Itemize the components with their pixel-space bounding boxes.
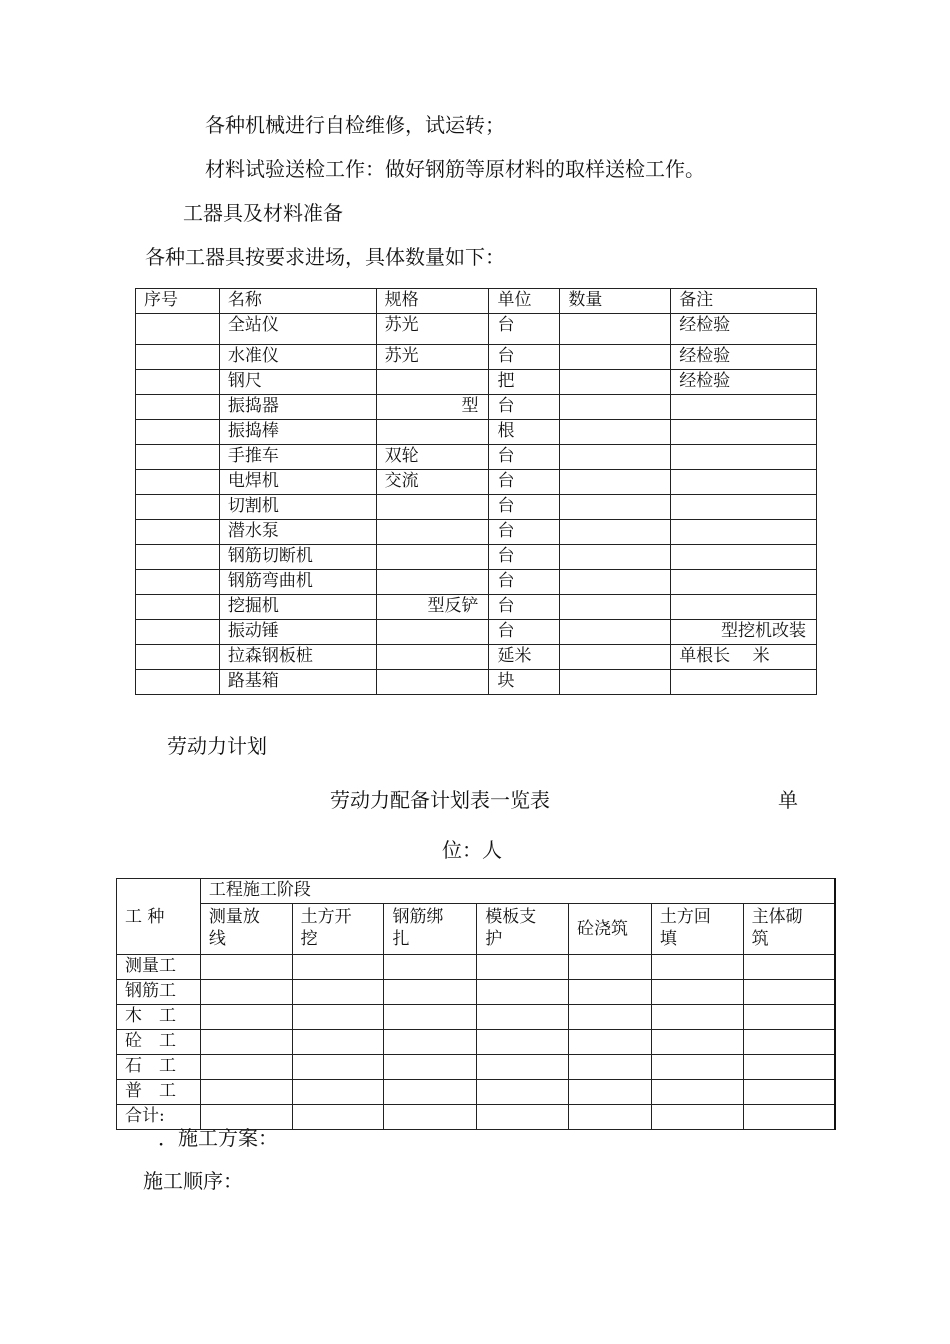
- table-row: [117, 955, 836, 980]
- cell-spec: 苏光: [376, 314, 489, 345]
- cell-unit: 台: [489, 570, 560, 595]
- cell-unit: 台: [489, 345, 560, 370]
- labor-cell: [477, 955, 569, 980]
- cell-name: 潜水泵: [219, 520, 376, 545]
- labor-cell: [200, 1005, 292, 1030]
- stage-column-header: [743, 904, 835, 955]
- stage-column-header: [651, 904, 743, 955]
- cell-qty: [560, 445, 671, 470]
- cell-note: 经检验: [671, 370, 817, 395]
- labor-cell: [743, 1080, 835, 1105]
- cell-note: [671, 495, 817, 520]
- cell-no: [136, 314, 220, 345]
- labor-cell: [200, 1030, 292, 1055]
- cell-spec: [376, 370, 489, 395]
- header-note: 备注: [671, 289, 817, 314]
- trade-name: 砼 工: [117, 1030, 201, 1055]
- table-row: [136, 595, 817, 620]
- labor-cell: [743, 1055, 835, 1080]
- labor-cell: [651, 1055, 743, 1080]
- labor-cell: [292, 1030, 384, 1055]
- stage-label-line2: 筑: [751, 929, 769, 949]
- labor-cell: [292, 1080, 384, 1105]
- cell-spec: [376, 545, 489, 570]
- table-row: [136, 670, 817, 695]
- cell-unit: 台: [489, 445, 560, 470]
- labor-cell: [384, 955, 477, 980]
- cell-spec: 苏光: [376, 345, 489, 370]
- cell-qty: [560, 595, 671, 620]
- stage-label-line2: 护: [485, 929, 503, 949]
- stage-column-header: [292, 904, 384, 955]
- cell-spec: [376, 520, 489, 545]
- cell-spec: 双轮: [376, 445, 489, 470]
- table-row: [117, 1080, 836, 1105]
- cell-unit: 台: [489, 395, 560, 420]
- cell-note: [671, 545, 817, 570]
- labor-cell: [651, 1005, 743, 1030]
- labor-cell: [477, 980, 569, 1005]
- cell-name: 钢筋切断机: [219, 545, 376, 570]
- cell-qty: [560, 670, 671, 695]
- labor-cell: [292, 980, 384, 1005]
- unit-label-part1: 单: [778, 788, 798, 812]
- cell-unit: 块: [489, 670, 560, 695]
- cell-note: [671, 520, 817, 545]
- cell-no: [136, 445, 220, 470]
- paragraph-machine-check: 各种机械进行自检维修，试运转；: [205, 113, 505, 137]
- cell-note: 经检验: [671, 314, 817, 345]
- table-row: [136, 420, 817, 445]
- cell-qty: [560, 645, 671, 670]
- trade-name: 普 工: [117, 1080, 201, 1105]
- table-row: [117, 1055, 836, 1080]
- labor-cell: [569, 1055, 652, 1080]
- labor-cell: [292, 1005, 384, 1030]
- cell-no: [136, 645, 220, 670]
- paragraph-tools-intro: 各种工器具按要求进场，具体数量如下：: [145, 245, 505, 269]
- labor-table-title: 劳动力配备计划表一览表: [330, 788, 550, 812]
- header-spec: 规格: [376, 289, 489, 314]
- labor-cell: [569, 1030, 652, 1055]
- cell-spec: [376, 570, 489, 595]
- stage-column-header: [384, 904, 477, 955]
- labor-table: [116, 878, 836, 1130]
- labor-cell: [743, 1030, 835, 1055]
- cell-name: 手推车: [219, 445, 376, 470]
- cell-no: [136, 620, 220, 645]
- trade-name: 石 工: [117, 1055, 201, 1080]
- table-row: [117, 1030, 836, 1055]
- cell-no: [136, 345, 220, 370]
- cell-no: [136, 395, 220, 420]
- labor-cell: [477, 1105, 569, 1130]
- labor-cell: [200, 1080, 292, 1105]
- labor-cell: [743, 1005, 835, 1030]
- cell-no: [136, 595, 220, 620]
- cell-name: 钢尺: [219, 370, 376, 395]
- cell-qty: [560, 470, 671, 495]
- stage-label-line1: 钢筋绑: [392, 907, 444, 927]
- cell-note: [671, 595, 817, 620]
- table-row: [136, 570, 817, 595]
- stage-column-header: [477, 904, 569, 955]
- cell-no: [136, 670, 220, 695]
- cell-note: [671, 670, 817, 695]
- table-row: [136, 645, 817, 670]
- cell-spec: [376, 645, 489, 670]
- cell-name: 切割机: [219, 495, 376, 520]
- cell-qty: [560, 395, 671, 420]
- cell-name: 振动锤: [219, 620, 376, 645]
- cell-name: 振捣器: [219, 395, 376, 420]
- labor-cell: [477, 1080, 569, 1105]
- cell-no: [136, 495, 220, 520]
- stage-label-line2: 线: [208, 929, 226, 949]
- header-name: 名称: [219, 289, 376, 314]
- heading-tools-materials: 工器具及材料准备: [183, 201, 343, 225]
- table-row: [136, 620, 817, 645]
- cell-spec: 型反铲: [376, 595, 489, 620]
- trade-name: 钢筋工: [117, 980, 201, 1005]
- labor-cell: [384, 980, 477, 1005]
- labor-cell: [384, 1030, 477, 1055]
- heading-labor-plan: 劳动力计划: [167, 734, 267, 758]
- cell-unit: 把: [489, 370, 560, 395]
- trade-name: 测量工: [117, 955, 201, 980]
- cell-note: 单根长 米: [671, 645, 817, 670]
- labor-cell: [200, 955, 292, 980]
- cell-unit: 台: [489, 595, 560, 620]
- header-unit: 单位: [489, 289, 560, 314]
- header-no: 序号: [136, 289, 220, 314]
- stage-label-line1: 土方开: [300, 907, 352, 927]
- labor-cell: [651, 1080, 743, 1105]
- labor-cell: [477, 1005, 569, 1030]
- labor-cell: [200, 980, 292, 1005]
- table-row: [136, 370, 817, 395]
- cell-spec: 型: [376, 395, 489, 420]
- trade-header: 工 种: [117, 879, 201, 955]
- cell-note: [671, 570, 817, 595]
- labor-cell: [200, 1055, 292, 1080]
- cell-note: [671, 420, 817, 445]
- labor-cell: [292, 1105, 384, 1130]
- labor-cell: [651, 955, 743, 980]
- cell-unit: 根: [489, 420, 560, 445]
- labor-cell: [651, 980, 743, 1005]
- stage-column-header: [200, 904, 292, 955]
- table-row: [117, 980, 836, 1005]
- stage-label-line2: 填: [659, 929, 677, 949]
- trade-name: 合计:: [117, 1105, 201, 1130]
- stage-column-header: 砼浇筑: [569, 904, 652, 955]
- cell-qty: [560, 495, 671, 520]
- cell-qty: [560, 314, 671, 345]
- stage-label-line2: 扎: [392, 929, 410, 949]
- labor-cell: [569, 1005, 652, 1030]
- cell-spec: [376, 620, 489, 645]
- labor-cell: [651, 1030, 743, 1055]
- cell-unit: 台: [489, 620, 560, 645]
- table-row: [117, 1005, 836, 1030]
- stage-label-line1: 模板支: [485, 907, 537, 927]
- cell-qty: [560, 520, 671, 545]
- cell-qty: [560, 620, 671, 645]
- cell-note: 型挖机改装: [671, 620, 817, 645]
- stage-label-line1: 土方回: [659, 907, 711, 927]
- cell-unit: 延米: [489, 645, 560, 670]
- table-row: [136, 545, 817, 570]
- cell-note: 经检验: [671, 345, 817, 370]
- cell-qty: [560, 370, 671, 395]
- cell-name: 挖掘机: [219, 595, 376, 620]
- cell-no: [136, 470, 220, 495]
- equipment-table-header: [136, 289, 817, 314]
- labor-cell: [384, 1105, 477, 1130]
- labor-cell: [569, 980, 652, 1005]
- labor-cell: [477, 1055, 569, 1080]
- cell-unit: 台: [489, 545, 560, 570]
- paragraph-material-test: 材料试验送检工作：做好钢筋等原材料的取样送检工作。: [205, 157, 705, 181]
- labor-cell: [384, 1005, 477, 1030]
- labor-cell: [292, 1055, 384, 1080]
- cell-qty: [560, 545, 671, 570]
- cell-qty: [560, 420, 671, 445]
- cell-no: [136, 545, 220, 570]
- cell-no: [136, 520, 220, 545]
- cell-name: 拉森钢板桩: [219, 645, 376, 670]
- table-row: [136, 520, 817, 545]
- labor-cell: [743, 955, 835, 980]
- labor-cell: [384, 1055, 477, 1080]
- table-row: [136, 314, 817, 345]
- stage-header: 工程施工阶段: [200, 879, 835, 904]
- cell-no: [136, 570, 220, 595]
- cell-spec: [376, 420, 489, 445]
- cell-name: 振捣棒: [219, 420, 376, 445]
- labor-cell: [743, 1105, 835, 1130]
- unit-label-part2: 位：人: [442, 838, 502, 862]
- cell-unit: 台: [489, 495, 560, 520]
- heading-construction-plan: ．施工方案：: [158, 1126, 278, 1150]
- equipment-table: [135, 288, 817, 695]
- cell-name: 钢筋弯曲机: [219, 570, 376, 595]
- stage-label-line1: 主体砌: [751, 907, 803, 927]
- table-row: [136, 345, 817, 370]
- cell-note: [671, 445, 817, 470]
- labor-header-row-2: [117, 904, 836, 955]
- cell-unit: 台: [489, 470, 560, 495]
- table-row: [136, 470, 817, 495]
- table-row: [136, 395, 817, 420]
- cell-name: 全站仪: [219, 314, 376, 345]
- labor-cell: [569, 1105, 652, 1130]
- labor-cell: [743, 980, 835, 1005]
- heading-construction-order: 施工顺序：: [143, 1169, 243, 1193]
- cell-qty: [560, 345, 671, 370]
- cell-note: [671, 395, 817, 420]
- cell-note: [671, 470, 817, 495]
- cell-spec: 交流: [376, 470, 489, 495]
- labor-cell: [384, 1080, 477, 1105]
- header-qty: 数量: [560, 289, 671, 314]
- cell-no: [136, 370, 220, 395]
- labor-cell: [292, 955, 384, 980]
- cell-spec: [376, 495, 489, 520]
- table-row: [136, 495, 817, 520]
- cell-name: 电焊机: [219, 470, 376, 495]
- stage-label-line1: 测量放: [208, 907, 260, 927]
- cell-unit: 台: [489, 520, 560, 545]
- labor-cell: [651, 1105, 743, 1130]
- cell-qty: [560, 570, 671, 595]
- cell-no: [136, 420, 220, 445]
- cell-spec: [376, 670, 489, 695]
- table-row: [136, 445, 817, 470]
- labor-header-row-1: [117, 879, 836, 904]
- trade-name: 木 工: [117, 1005, 201, 1030]
- labor-cell: [569, 955, 652, 980]
- cell-name: 路基箱: [219, 670, 376, 695]
- cell-name: 水准仪: [219, 345, 376, 370]
- cell-unit: 台: [489, 314, 560, 345]
- stage-label-line2: 挖: [300, 929, 318, 949]
- labor-cell: [477, 1030, 569, 1055]
- labor-cell: [569, 1080, 652, 1105]
